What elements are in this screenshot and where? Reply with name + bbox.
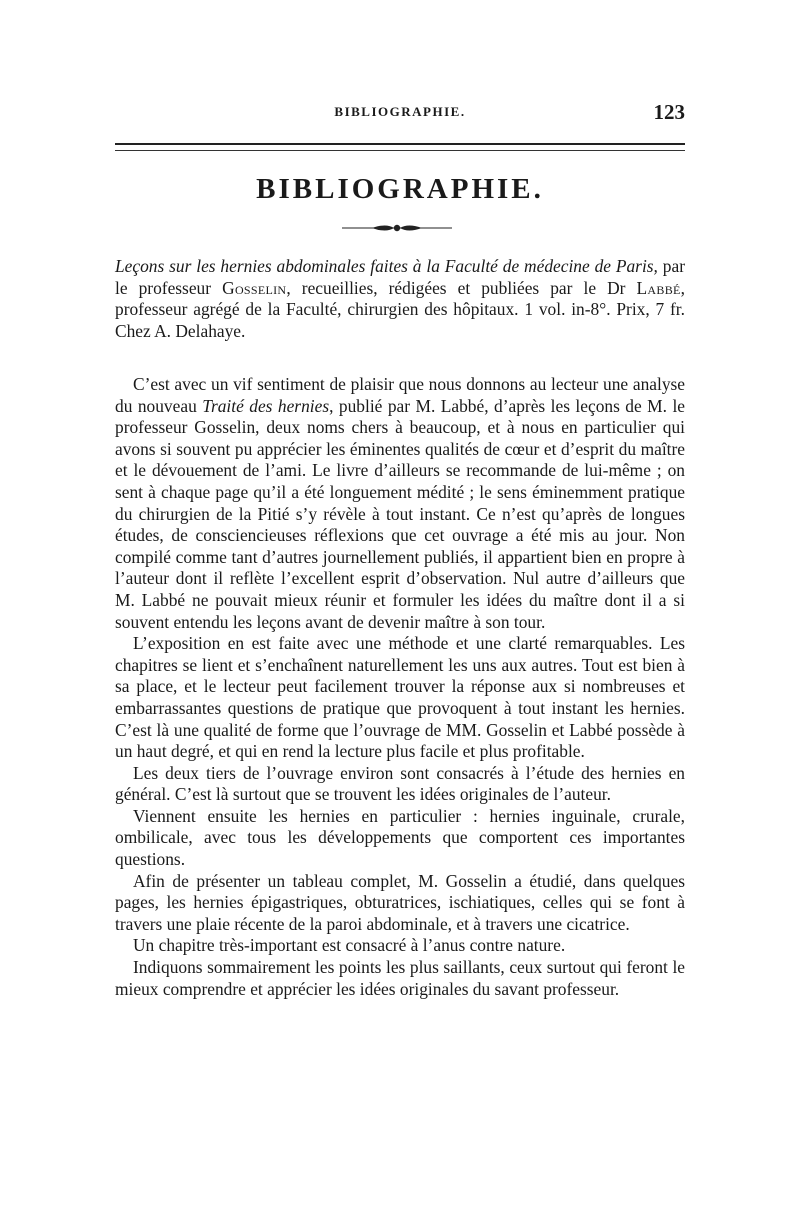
bibliographic-entry — [115, 256, 685, 342]
author-name: Gosselin — [222, 277, 287, 298]
header-rule-thin — [115, 150, 685, 151]
book-title: Leçons sur les hernies abdominales faites à la Faculté de médecine de Paris, — [115, 256, 658, 276]
editor-name: Labbé — [636, 277, 681, 298]
running-head — [115, 100, 685, 128]
section-title: BIBLIOGRAPHIE. — [256, 173, 544, 205]
ornament-divider — [342, 222, 452, 234]
bib-details: , professeur agrégé de la Faculté, chirurgien des hôpitaux. 1 vol. in-8°. Prix, 7 fr. Chez A. Delahaye. — [115, 277, 685, 341]
p1-text-b: , publié par M. Labbé, d’après les leçons de M. le professeur Gosselin, deux noms chers à beaucoup, et à nous en particulier qui avons si souvent pu apprécier les éminentes qualités de cœur et d’esprit du maître et le dévouement de l’ami. Le livre d’ailleurs se recommande de lui-même ; on sent à chaque page qu’il a été longuement médité ; le sens éminemment pratique du chirurgien de la Pitié s’y révèle à tout instant. Ce n’est qu’après de longues études, de consciencieuses réflexions que cet ouvrage a été mis au jour. Non compilé comme tant d’autres journellement publiés, il appartient bien en propre à l’auteur dont il reflète l’excellent esprit d’observation. Nul autre d’ailleurs que M. Labbé ne pouvait mieux réunir et formuler les idées du maître dont il a si souvent entendu les leçons avant de devenir maître à son tour. — [115, 395, 685, 632]
paragraph-5: Afin de présenter un tableau complet, M. Gosselin a étudié, dans quelques pages, les hernies épigastriques, obturatrices, ischiatiques, celles qui se font à travers une plaie récente de la paroi abdominale, et à travers une cicatrice. — [115, 870, 685, 934]
bib-line-pre: par le professeur — [115, 256, 685, 298]
review-body — [115, 374, 685, 1000]
paragraph-2: L’exposition en est faite avec une méthode et une clarté remarquables. Les chapitres se lient et s’enchaînent naturellement les uns aux autres. Tout est bien à sa place, et le lecteur peut facilement trouver la réponse aux si nombreuses et embarrassantes questions de pratique que provoquent à tout instant les hernies. C’est là une qualité de forme que l’ouvrage de MM. Gosselin et Labbé possède à un haut degré, et qui en rend la lecture plus facile et plus profitable. — [115, 633, 685, 762]
editor-prefix: Dr — [607, 277, 637, 298]
paragraph-6: Un chapitre très-important est consacré à l’anus contre nature. — [133, 935, 566, 956]
paragraph-7: Indiquons sommairement les points les plus saillants, ceux surtout qui feront le mieux comprendre et apprécier les idées originales du savant professeur. — [115, 957, 685, 999]
p1-text-a: C’est avec un vif sentiment de plaisir que nous donnons au lecteur une analyse du nouveau — [115, 374, 685, 416]
page-number: 123 — [653, 100, 685, 124]
p1-book-title: Traité des hernies — [202, 395, 330, 416]
bib-line-post: , recueillies, rédigées et publiées par le — [286, 277, 608, 298]
paragraph-1 — [115, 374, 685, 633]
running-head-title: BIBLIOGRAPHIE. — [334, 104, 466, 119]
bib-entry — [115, 256, 685, 342]
paragraph-4: Viennent ensuite les hernies en particulier : hernies inguinale, crurale, ombilicale, avec tous les développements que comportent ces importantes questions. — [115, 805, 685, 870]
header-rule-thick — [115, 143, 685, 145]
paragraph-3: Les deux tiers de l’ouvrage environ sont consacrés à l’étude des hernies en général. C’est là surtout que se trouvent les idées originales de l’auteur. — [115, 762, 685, 805]
